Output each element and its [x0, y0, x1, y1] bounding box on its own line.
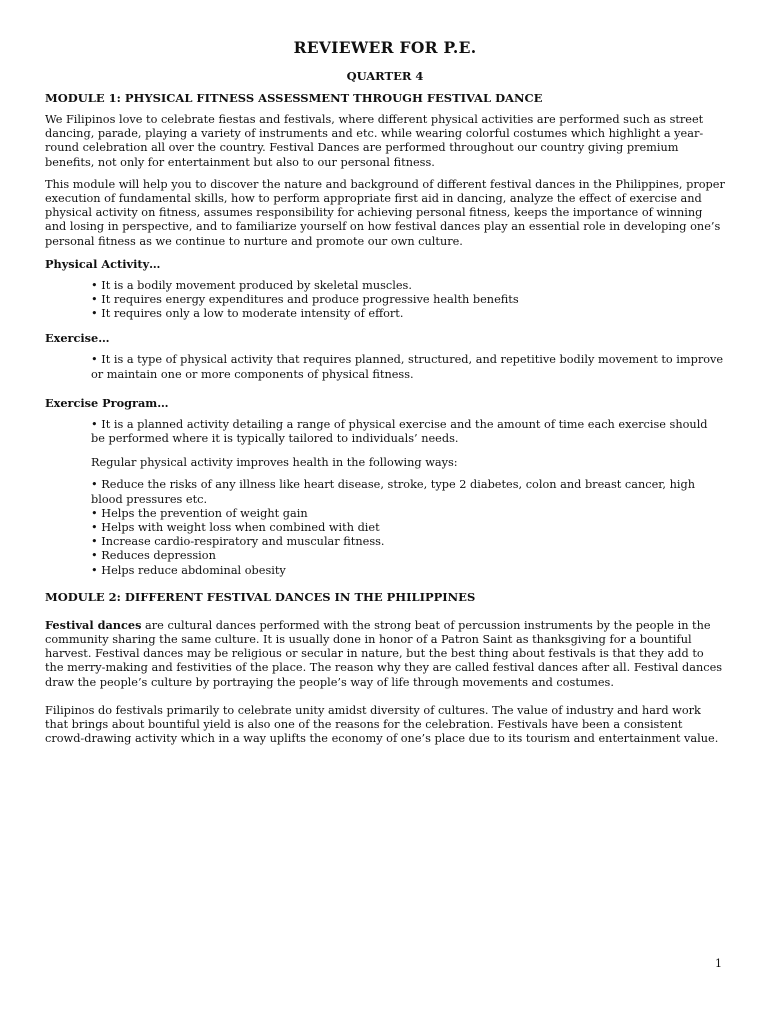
list-item: • Helps with weight loss when combined with diet [91, 521, 380, 535]
physical-activity-heading: Physical Activity… [45, 256, 161, 271]
list-item: • It is a planned activity detailing a range of physical exercise and the amount of time each exercise should be performed where it is typically tailored to individuals’ needs. [91, 417, 708, 446]
exercise-program-list [45, 418, 725, 446]
list-item: • Increase cardio-respiratory and muscular fitness. [91, 535, 385, 549]
list-item: • It is a type of physical activity that requires planned, structured, and repetitive bodily movement to improve or maintain one or more components of physical fitness. [91, 353, 724, 381]
festival-dances-term: Festival dances [45, 617, 142, 632]
module-1-paragraph-2: This module will help you to discover the nature and background of different festival dances in the Philippines, proper execution of fundamental skills, how to perform appropriate first aid in dancing, analyze the effect of exercise and physical activity on fitness, assumes responsibility for achieving personal fitness, keeps the importance of winning and losing in perspective, and to familiarize yourself on how festival dances play an essential role in developing one’s personal fitness as we continue to nurture and promote our own culture. [45, 177, 725, 248]
module-2-paragraph-1 [45, 618, 725, 690]
document-page [45, 38, 725, 755]
physical-activity-list [45, 279, 725, 322]
exercise-list [45, 353, 725, 381]
list-item: • It requires only a low to moderate intensity of effort. [91, 307, 404, 321]
exercise-program-heading: Exercise Program… [45, 395, 169, 410]
module-2-heading: MODULE 2: DIFFERENT FESTIVAL DANCES IN THE PHILIPPINES [45, 589, 476, 604]
list-item: • Helps reduce abdominal obesity [91, 563, 286, 577]
list-item: • It is a bodily movement produced by skeletal muscles. [91, 278, 412, 292]
page-number: 1 [715, 957, 722, 970]
module-1-heading: MODULE 1: PHYSICAL FITNESS ASSESSMENT THROUGH FESTIVAL DANCE [45, 91, 543, 105]
festival-dances-definition: are cultural dances performed with the strong beat of percussion instruments by the people in the community sharing the same culture. It is usually done in honor of a Patron Saint as thanksgiving for a bountiful harvest. Festival dances may be religious or secular in nature, but the best thing about festivals is that they add to the merry-making and festivities of the place. The reason why they are called festival dances after all. Festival dances draw the people’s culture by portraying the people’s way of life through movements and costumes. [45, 618, 723, 689]
list-item: • It requires energy expenditures and produce progressive health benefits [91, 293, 519, 307]
quarter-label: QUARTER 4 [346, 69, 424, 83]
list-item: • Reduce the risks of any illness like heart disease, stroke, type 2 diabetes, colon and breast cancer, high blood pressures etc. [91, 478, 696, 506]
document-title: REVIEWER FOR P.E. [293, 38, 477, 57]
list-item: • Reduces depression [91, 549, 216, 563]
module-1-paragraph-1: We Filipinos love to celebrate fiestas and festivals, where different physical activities are performed such as street dancing, parade, playing a variety of instruments and etc. while wearing colorful costumes which highlight a year-round celebration all over the country. Festival Dances are performed throughout our country giving premium benefits, not only for entertainment but also to our personal fitness. [45, 113, 704, 169]
health-benefits-intro: Regular physical activity improves health in the following ways: [91, 456, 458, 470]
list-item: • Helps the prevention of weight gain [91, 506, 308, 520]
module-2-paragraph-2: Filipinos do festivals primarily to celebrate unity amidst diversity of cultures. The value of industry and hard work that brings about bountiful yield is also one of the reasons for the celebration. Festivals have been a consistent crowd-drawing activity which in a way uplifts the economy of one’s place due to its tourism and entertainment value. [45, 703, 719, 746]
exercise-heading: Exercise… [45, 331, 110, 346]
health-benefits-list [45, 478, 725, 577]
